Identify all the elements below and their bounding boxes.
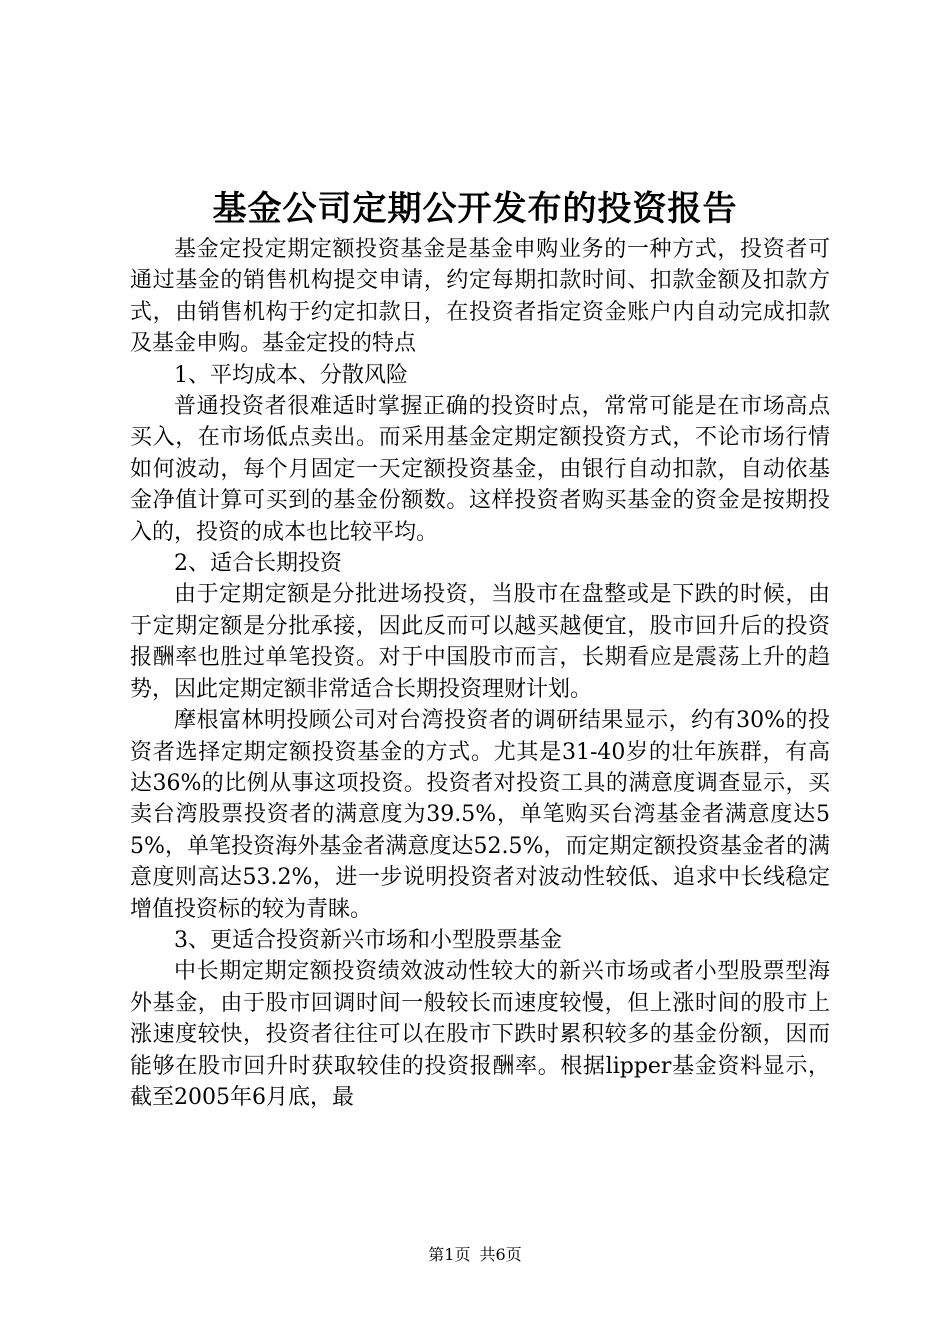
section-heading-3: 3、更适合投资新兴市场和小型股票基金 xyxy=(174,927,562,953)
paragraph-section-1: 普通投资者很难适时掌握正确的投资时点，常常可能是在市场高点买入，在市场低点卖出。而采用基金定期定额投资方式，不论市场行情如何波动，每个月固定一天定额投资基金，由银行自动扣款，自动依基金净值计算可买到的基金份额数。这样投资者购买基金的资金是按期投入的，投资的成本也比较平均。 xyxy=(130,394,830,545)
document-body xyxy=(130,234,830,1113)
document-title: 基金公司定期公开发布的投资报告 xyxy=(212,189,738,229)
section-heading-1: 1、平均成本、分散风险 xyxy=(174,362,408,388)
paragraph-intro: 基金定投定期定额投资基金是基金申购业务的一种方式，投资者可通过基金的销售机构提交申请，约定每期扣款时间、扣款金额及扣款方式，由销售机构于约定扣款日，在投资者指定资金账户内自动完成扣款及基金申购。基金定投的特点 xyxy=(130,237,830,357)
paragraph-section-2: 由于定期定额是分批进场投资，当股市在盘整或是下跌的时候，由于定期定额是分批承接，因此反而可以越买越便宜，股市回升后的投资报酬率也胜过单笔投资。对于中国股市而言，长期看应是震荡上升的趋势，因此定期定额非常适合长期投资理财计划。 xyxy=(130,582,830,702)
paragraph-section-3: 中长期定期定额投资绩效波动性较大的新兴市场或者小型股票型海外基金，由于股市回调时间一般较长而速度较慢，但上涨时间的股市上涨速度较快，投资者往往可以在股市下跌时累积较多的基金份额，因而能够在股市回升时获取较佳的投资报酬率。根据lipper基金资料显示，截至2005年6月底，最 xyxy=(130,959,830,1110)
page-footer xyxy=(0,1244,950,1266)
page-number-current: 第1页 xyxy=(428,1245,471,1264)
section-heading-2: 2、适合长期投资 xyxy=(174,551,342,577)
page-number-total: 共6页 xyxy=(479,1245,522,1264)
paragraph-survey: 摩根富林明投顾公司对台湾投资者的调研结果显示，约有30%的投资者选择定期定额投资基金的方式。尤其是31-40岁的壮年族群，有高达36%的比例从事这项投资。投资者对投资工具的满意度调查显示，买卖台湾股票投资者的满意度为39.5%，单笔购买台湾基金者满意度达55%，单笔投资海外基金者满意度达52.5%，而定期定额投资基金者的满意度则高达53.2%，进一步说明投资者对波动性较低、追求中长线稳定增值投资标的较为青睐。 xyxy=(130,708,830,922)
